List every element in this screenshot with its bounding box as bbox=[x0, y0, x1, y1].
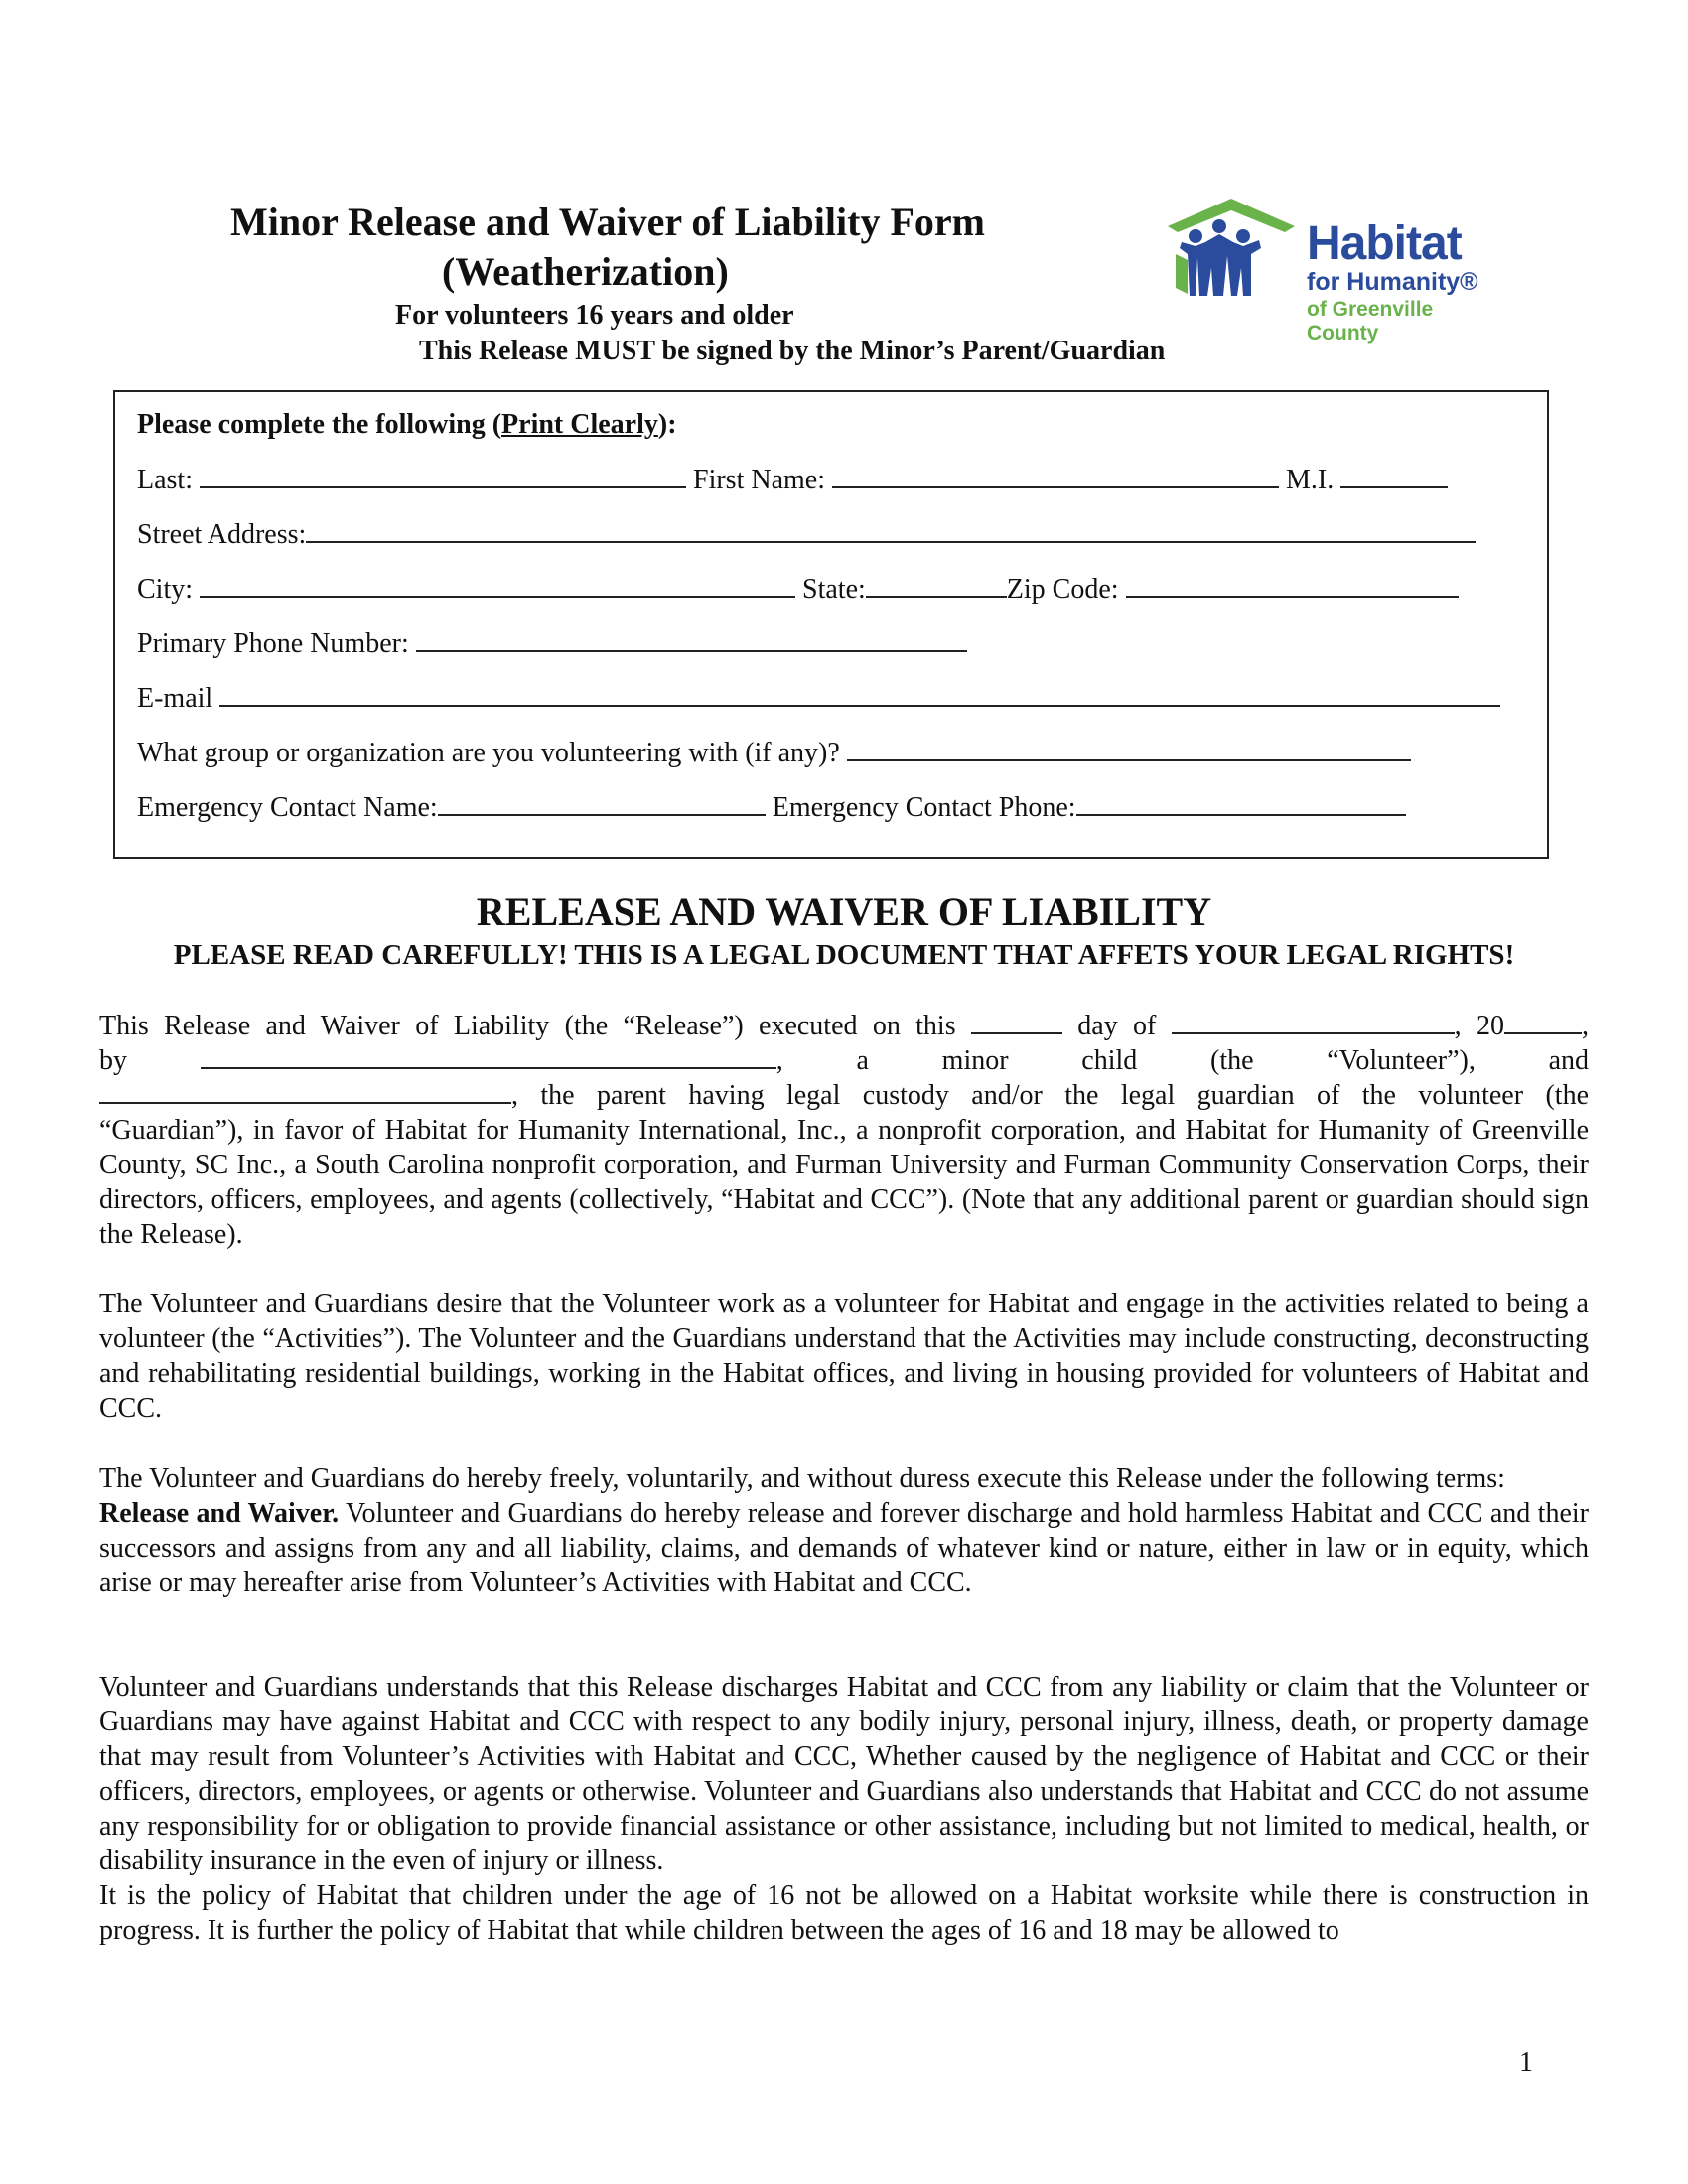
legal-warning: PLEASE READ CAREFULLY! THIS IS A LEGAL DOCUMENT THAT AFFETS YOUR LEGAL RIGHTS! bbox=[173, 939, 1515, 971]
name-row bbox=[137, 463, 1448, 497]
middle-initial-field[interactable] bbox=[1340, 463, 1448, 488]
last-name-field[interactable] bbox=[200, 463, 686, 488]
liability-understanding: Volunteer and Guardians understands that this Release discharges Habitat and CCC from any liability or claim that the Volunteer or Guardians may have against Habitat and CCC with respect to any bodily injury, personal injury, illness, death, or property damage that may result from Volunteer’s Activities with Habitat and CCC, Whether caused by the negligence of Habitat and CCC or their officers, directors, employees, or agents or otherwise. Volunteer and Guardians also understands that Habitat and CCC do not assume any responsibility for or obligation to provide financial assistance or other assistance, including but not limited to medical, health, or disability insurance in the even of injury or illness. bbox=[99, 1672, 1589, 1876]
phone-label: Primary Phone Number: bbox=[137, 628, 409, 659]
activities-paragraph: The Volunteer and Guardians desire that the Volunteer work as a volunteer for Habitat and engage in the activities related to being a volunteer (the “Activities”). The Volunteer and the Guardians understand that the Activities may include constructing, deconstructing and rehabilitating residential buildings, working in the Habitat offices, and living in housing provided for volunteers of Habitat and CCC. bbox=[99, 1289, 1589, 1424]
p1-minor-child: , a minor child (the “Volunteer”), and bbox=[775, 1045, 1589, 1076]
group-label: What group or organization are you volunteering with (if any)? bbox=[137, 738, 840, 768]
release-waiver-text: Volunteer and Guardians do hereby release and forever discharge and hold harmless Habitat and CCC and their successors and assigns from any and all liability, claims, and demands of whatever kind or nature, either in law or in equity, which arise or may hereafter arise from Volunteer’s Activities with Habitat and CCC. bbox=[99, 1498, 1589, 1598]
p1-by: by bbox=[99, 1045, 127, 1076]
day-field[interactable] bbox=[971, 1009, 1062, 1034]
p1-text-b: day of bbox=[1077, 1011, 1157, 1041]
city-field[interactable] bbox=[200, 572, 795, 598]
last-name-label: Last: bbox=[137, 465, 193, 495]
print-clearly-label: Print Clearly bbox=[501, 409, 658, 440]
page-number: 1 bbox=[1519, 2047, 1533, 2078]
phone-row bbox=[137, 626, 967, 661]
phone-field[interactable] bbox=[416, 626, 967, 652]
group-field[interactable] bbox=[847, 736, 1411, 761]
p1-rest: “Guardian”), in favor of Habitat for Humanity International, Inc., a nonprofit corporation, and Habitat for Humanity of Greenville County, SC Inc., a South Carolina nonprofit corporation, and Furman University and Furman Community Conservation Corps, their directors, officers, employees, and agents (collectively, “Habitat and CCC”). (Note that any additional parent or guardian should sign the Release). bbox=[99, 1115, 1589, 1250]
p1-line-3 bbox=[99, 1078, 1589, 1113]
release-paragraph-5 bbox=[99, 1670, 1589, 1948]
volunteer-info-form bbox=[113, 390, 1549, 859]
release-paragraph-1 bbox=[99, 1009, 1589, 1252]
form-title-line-2 bbox=[442, 248, 729, 296]
release-paragraph-3 bbox=[99, 1461, 1589, 1600]
street-address-field[interactable] bbox=[306, 517, 1476, 543]
minor-name-field[interactable] bbox=[201, 1043, 776, 1069]
email-label: E-mail bbox=[137, 683, 213, 714]
terms-intro: The Volunteer and Guardians do hereby freely, voluntarily, and without duress execute this Release under the following terms: bbox=[99, 1463, 1505, 1494]
email-field[interactable] bbox=[219, 681, 1500, 707]
subtitle-age: For volunteers 16 years and older bbox=[395, 300, 794, 331]
form-intro-suffix: ): bbox=[657, 409, 677, 440]
zip-code-field[interactable] bbox=[1126, 572, 1459, 598]
emergency-name-field[interactable] bbox=[438, 790, 766, 816]
state-field[interactable] bbox=[866, 572, 1007, 598]
emergency-row bbox=[137, 790, 1406, 825]
group-row bbox=[137, 736, 1411, 770]
habitat-logo bbox=[1162, 199, 1499, 344]
middle-initial-label: M.I. bbox=[1286, 465, 1335, 495]
logo-text-humanity: for Humanity® bbox=[1307, 268, 1478, 296]
form-intro bbox=[137, 408, 677, 442]
p1-text-d: , bbox=[1582, 1011, 1589, 1041]
guardian-name-field[interactable] bbox=[99, 1078, 511, 1104]
emergency-phone-field[interactable] bbox=[1076, 790, 1406, 816]
city-row bbox=[137, 572, 1459, 607]
subtitle-guardian: This Release MUST be signed by the Minor’s Parent/Guardian bbox=[419, 336, 1166, 366]
p1-guardian-text: , the parent having legal custody and/or the legal guardian of the volunteer (the bbox=[511, 1080, 1589, 1111]
state-label: State: bbox=[802, 574, 866, 605]
age-policy: It is the policy of Habitat that children under the age of 16 not be allowed on a Habitat worksite while there is construction in progress. It is further the policy of Habitat that while children between the ages of 16 and 18 may be allowed to bbox=[99, 1880, 1589, 1946]
release-waiver-heading: Release and Waiver. bbox=[99, 1498, 340, 1529]
release-heading: RELEASE AND WAIVER OF LIABILITY bbox=[476, 889, 1212, 934]
month-field[interactable] bbox=[1172, 1009, 1455, 1034]
form-title bbox=[230, 199, 1074, 246]
emergency-phone-label: Emergency Contact Phone: bbox=[772, 792, 1076, 823]
p1-text-a: This Release and Waiver of Liability (the “Release”) executed on this bbox=[99, 1011, 956, 1041]
year-field[interactable] bbox=[1504, 1009, 1582, 1034]
form-intro-prefix: Please complete the following ( bbox=[137, 409, 502, 440]
habitat-house-people-icon bbox=[1162, 199, 1301, 308]
email-row bbox=[137, 681, 1500, 716]
first-name-field[interactable] bbox=[832, 463, 1279, 488]
first-name-label: First Name: bbox=[693, 465, 825, 495]
p1-line-2 bbox=[99, 1043, 1589, 1078]
street-address-label: Street Address: bbox=[137, 519, 307, 550]
p1-text-c: , 20 bbox=[1454, 1011, 1504, 1041]
zip-code-label: Zip Code: bbox=[1006, 574, 1119, 605]
title-line-1: Minor Release and Waiver of Liability Form bbox=[230, 200, 985, 244]
logo-text-county: of Greenville County bbox=[1307, 298, 1434, 344]
title-line-2-text: (Weatherization) bbox=[442, 249, 729, 294]
emergency-name-label: Emergency Contact Name: bbox=[137, 792, 438, 823]
p1-line-1 bbox=[99, 1009, 1589, 1043]
street-row bbox=[137, 517, 1476, 552]
logo-text-habitat: Habitat bbox=[1307, 217, 1462, 270]
release-waiver-clause bbox=[99, 1496, 1589, 1600]
release-paragraph-2 bbox=[99, 1287, 1589, 1426]
city-label: City: bbox=[137, 574, 194, 605]
